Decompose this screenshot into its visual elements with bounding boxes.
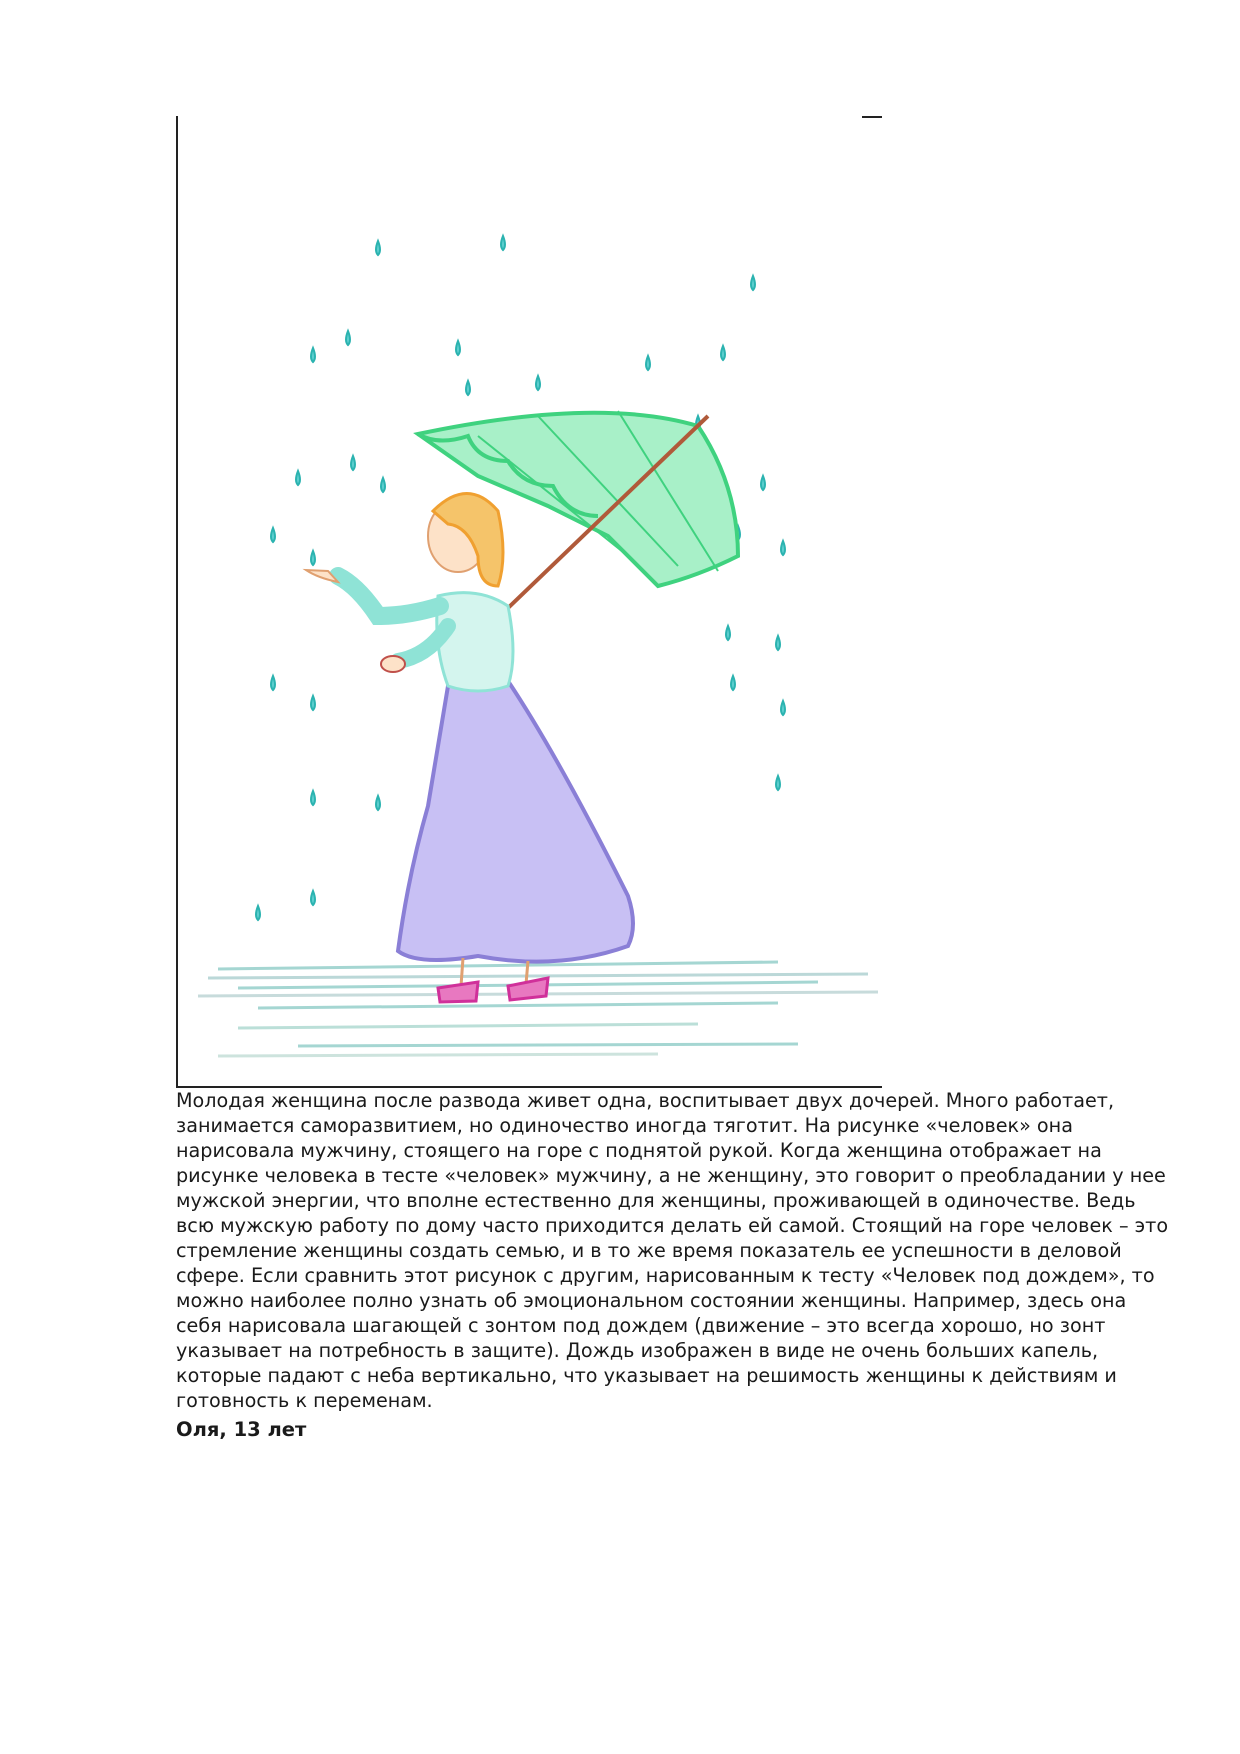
rain-drop bbox=[311, 791, 315, 805]
rain-drop bbox=[776, 636, 780, 650]
rain-drop bbox=[346, 331, 350, 345]
rain-drop bbox=[296, 471, 300, 485]
rain-drop bbox=[376, 796, 380, 810]
rain-drop bbox=[781, 541, 785, 555]
rain-drop bbox=[781, 701, 785, 715]
frame-corner-mark bbox=[862, 116, 882, 118]
rain-drop bbox=[351, 456, 355, 470]
rain-drop bbox=[761, 476, 765, 490]
rain-drop bbox=[726, 626, 730, 640]
rain-drop bbox=[721, 346, 725, 360]
rain-drop bbox=[311, 551, 315, 565]
ground-puddle bbox=[198, 962, 878, 1056]
rain-drop bbox=[381, 478, 385, 492]
rain-drop bbox=[501, 236, 505, 250]
rain-drop bbox=[776, 776, 780, 790]
drawing-caption: Оля, 13 лет bbox=[176, 1418, 307, 1441]
rain-drop bbox=[271, 676, 275, 690]
rain-drop bbox=[376, 241, 380, 255]
rain-drop bbox=[466, 381, 470, 395]
rain-drop bbox=[311, 348, 315, 362]
rain-drop bbox=[536, 376, 540, 390]
rain-drop bbox=[311, 696, 315, 710]
woman-in-rain-drawing bbox=[178, 116, 882, 1086]
body-paragraph: Молодая женщина после развода живет одна, воспитывает двух дочерей. Много работает, занимается саморазвитием, но одиночество иногда тяготит. На рисунке «человек» она нарисовала мужчину, стоящего на горе с поднятой рукой. Когда женщина отображает на рисунке человека в тесте «человек» мужчину, а не женщину, это говорит о преобладании у нее мужской энергии, что вполне естественно для женщины, проживающей в одиночестве. Ведь всю мужскую работу по дому часто приходится делать ей самой. Стоящий на горе человек – это стремление женщины создать семью, и в то же время показатель ее успешности в деловой сфере. Если сравнить этот рисунок с другим, нарисованным к тесту «Человек под дождем», то можно наиболее полно узнать об эмоциональном состоянии женщины. Например, здесь она себя нарисовала шагающей с зонтом под дождем (движение – это всегда хорошо, но зонт указывает на потребность в защите). Дождь изображен в виде не очень больших капель, которые падают с неба вертикально, что указывает на решимость женщины к действиям и готовность к переменам. bbox=[176, 1089, 1169, 1412]
woman-figure bbox=[306, 494, 633, 1003]
drawing-frame bbox=[176, 116, 882, 1088]
rain-drop bbox=[731, 676, 735, 690]
rain-drop bbox=[311, 891, 315, 905]
rain-drop bbox=[256, 906, 260, 920]
rain-drop bbox=[271, 528, 275, 542]
rain-drop bbox=[646, 356, 650, 370]
rain-drop bbox=[456, 341, 460, 355]
rain-drop bbox=[751, 276, 755, 290]
